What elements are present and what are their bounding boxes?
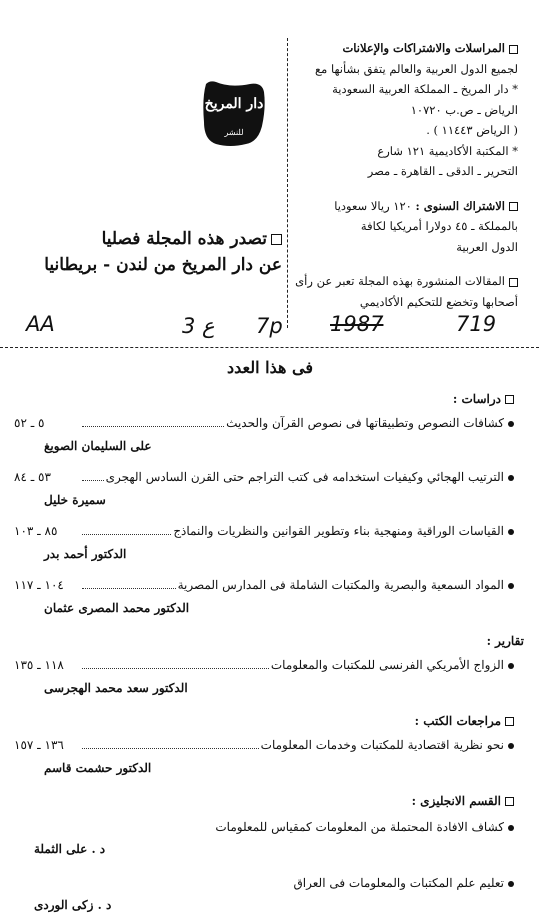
toc-title: فى هذا العدد (227, 358, 313, 377)
entry-author: الدكتور محمد المصرى عثمان (44, 601, 190, 615)
statement-line-1-row (10, 226, 282, 252)
entry-author: د . زكى الوردى (34, 898, 112, 912)
bullet-icon (508, 475, 514, 481)
toc-entry (14, 872, 514, 894)
entry-pages: ٥٣ ـ ٨٤ (14, 470, 51, 484)
section-heading: مراجعات الكتب : (414, 714, 501, 728)
publisher-logo (200, 78, 268, 150)
entry-author: سميرة خليل (44, 493, 106, 507)
correspondence-title: المراسلات والاشتراكات والإعلانات (342, 41, 505, 55)
checkbox-icon (509, 45, 518, 54)
toc-entry (14, 520, 514, 542)
correspondence-title-row (293, 38, 518, 59)
handwritten-year: 1987 (330, 312, 384, 336)
checkbox-icon (271, 234, 282, 245)
address-line-3: ( الرياض ١١٤٤٣ ) . (426, 123, 518, 137)
section-english (14, 790, 514, 916)
section-heading-row (14, 630, 524, 652)
entry-leader (82, 480, 104, 481)
header-vertical-divider (287, 38, 288, 328)
articles-line-1: المقالات المنشورة بهذه المجلة تعبر عن رأى (295, 274, 505, 288)
logo-mark-icon (200, 78, 268, 150)
bullet-icon (508, 743, 514, 749)
checkbox-icon (509, 278, 518, 287)
entry-pages: ١٣٦ ـ ١٥٧ (14, 738, 64, 752)
toc-entry (14, 412, 514, 434)
entry-title: كشاف الافادة المحتملة من المعلومات كمقياس للمعلومات (215, 820, 504, 834)
bullet-icon (508, 529, 514, 535)
handwritten-left: AA (26, 312, 55, 336)
entry-pages: ١٠٤ ـ ١١٧ (14, 578, 64, 592)
subscription-price: ١٢٠ ريالا سعوديا (334, 198, 412, 213)
handwritten-mid-1: 3 ع (182, 314, 215, 338)
library-line-2: التحرير ـ الدقى ـ القاهرة ـ مصر (367, 164, 518, 178)
address-line-1: * دار المريخ ـ المملكة العربية السعودية (332, 82, 518, 96)
toc-entry (14, 574, 514, 596)
entry-pages: ٥ ـ ٥٢ (14, 416, 45, 430)
subscription-line-2: بالمملكة ـ ٤٥ دولارا أمريكيا لكافة (360, 219, 518, 233)
toc-body (14, 388, 524, 916)
subscription-title: الاشتراك السنوى : (415, 198, 505, 213)
checkbox-icon (505, 717, 514, 726)
info-column (293, 38, 518, 312)
entry-pages: ١١٨ ـ ١٣٥ (14, 658, 64, 672)
section-book-reviews (14, 710, 514, 780)
entry-author: الدكتور سعد محمد الهجرسى (44, 681, 188, 695)
checkbox-icon (505, 797, 514, 806)
correspondence-line: لجميع الدول العربية والعالم يتفق بشأنها مع (315, 61, 518, 76)
handwritten-right: 719 (456, 312, 497, 336)
toc-entry (14, 734, 514, 756)
entry-leader (82, 534, 171, 535)
entry-title: الترتيب الهجائي وكيفيات استخدامه فى كتب التراجم حتى القرن السادس الهجرى (105, 470, 504, 484)
subscription-row (293, 196, 518, 217)
logo-text: دار المريخ (204, 96, 264, 112)
section-heading-row (14, 388, 514, 410)
statement-line-2: عن دار المريخ من لندن - بريطانيا (44, 255, 282, 275)
bullet-icon (508, 421, 514, 427)
logo-subtext: للنشر (224, 128, 244, 137)
bullet-icon (508, 825, 514, 831)
entry-author: على السليمان الصويغ (44, 439, 152, 453)
checkbox-icon (509, 202, 518, 211)
statement-line-1: تصدر هذه المجلة فصليا (101, 229, 267, 249)
toc-entry (14, 654, 514, 676)
entry-title: تعليم علم المكتبات والمعلومات فى العراق (293, 876, 504, 890)
entry-leader (82, 588, 176, 589)
entry-title: المواد السمعية والبصرية والمكتبات الشاملة فى المدارس المصرية (177, 578, 504, 592)
section-heading-row (14, 790, 514, 812)
entry-title: نحو نظرية اقتصادية للمكتبات وخدمات المعلومات (260, 738, 504, 752)
toc-entry (14, 466, 514, 488)
header-horizontal-divider (0, 347, 539, 348)
section-reports (14, 630, 524, 700)
articles-line-2: أصحابها وتخضع للتحكيم الأكاديمي (359, 294, 518, 309)
library-line-1: * المكتبة الأكاديمية ١٢١ شارع (377, 143, 518, 158)
handwritten-mid-2: 7p (256, 314, 283, 338)
bullet-icon (508, 583, 514, 589)
entry-title: كشافات النصوص وتطبيقاتها فى نصوص القرآن والحديث (226, 416, 504, 430)
articles-row (293, 271, 518, 292)
bullet-icon (508, 881, 514, 887)
section-heading: تقارير : (486, 634, 524, 648)
section-studies (14, 388, 514, 620)
entry-leader (82, 748, 259, 749)
entry-leader (82, 426, 224, 427)
section-heading-row (14, 710, 514, 732)
entry-leader (82, 668, 269, 669)
checkbox-icon (505, 395, 514, 404)
toc-entry (14, 816, 514, 838)
entry-title: القياسات الوراقية ومنهجية بناء وتطوير القوانين والنظريات والنماذج (173, 524, 504, 538)
section-heading: دراسات : (452, 392, 501, 406)
entry-pages: ٨٥ ـ ١٠٣ (14, 524, 58, 538)
entry-author: د . على الثملة (34, 842, 106, 856)
entry-author: الدكتور حشمت قاسم (44, 761, 152, 775)
entry-title: الزواج الأمريكي الفرنسى للمكتبات والمعلومات (270, 658, 504, 672)
subscription-line-3: الدول العربية (456, 239, 518, 254)
entry-author: الدكتور أحمد بدر (44, 547, 127, 561)
publisher-statement (10, 226, 282, 278)
bullet-icon (508, 663, 514, 669)
section-heading: القسم الانجليزى : (411, 794, 501, 808)
address-line-2: الرياض ـ ص.ب ١٠٧٢٠ (410, 102, 518, 117)
